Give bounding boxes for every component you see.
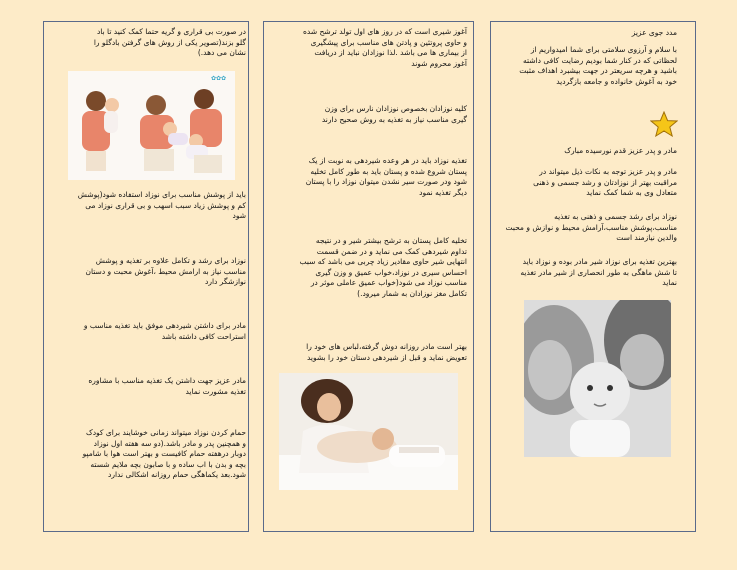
greeting-heading: مدد جوی عزیز [631,28,677,37]
bathing-text: حمام کردن نوزاد میتواند زمانی خوشایند برای کودک و همچنین پدر و مادر باشد.(دو سه هفته اول نوزاد دوبار درهفته حمام کافیست و بهتر است هوا با شامپو بچه و بدن با اب ساده و با صابون بچه ملایم شسته شود.بعد یکماهگی حمام روزانه اشکالی ندارد [82,428,246,479]
growth-needs-text: نوزاد برای رشد و تکامل علاوه بر تغذیه و پوشش مناسب نیاز به ارامش محیط ،آغوش محبت و دستان نوازشگر دارد [85,256,246,286]
burping-text: در صورت بی قراری و گریه حتما کمک کنید تا باد گلو بزند(تصویر یکی از روش های گرفتن بادگلو را نشان می دهد.) [93,27,246,57]
development-needs-text: نوزاد برای رشد جسمی و ذهنی به تغذیه مناسب،پوشش مناسب،آرامش محیط و نوازش و محبت والدین نیازمند است [505,212,677,242]
burping-illustration [68,71,235,180]
feeding-method-text: تغذیه نوزاد باید در هر وعده شیردهی به نوبت از یک پستان شروع شده و پستان باید به طور کامل تخلیه شود ودر صورت سیر نشدن میتوان نوزاد را با پستان دیگر تغذیه نمود [305,156,467,197]
welcome-text: با سلام و آرزوی سلامتی برای شما امیدواریم از لحظاتی که در کنار شما بودیم رضایت کافی داشته باشید و هرچه سریعتر در جهت بیشبرد اهداف مثبت خود به آغوش خانواده و جامعه بازگردید [519,45,677,86]
preterm-feeding-text: کلیه نوزادان بخصوص نوزادان نارس برای وزن گیری مناسب نیاز به تغذیه به روش صحیح دارند [321,104,467,124]
exclusive-breastfeeding-text: بهترین تغذیه برای نوزاد شیر مادر بوده و نوزاد باید تا شش ماهگی به طور انحصاری از شیر مادر تغذیه نماید [520,257,677,287]
hygiene-text: بهتر است مادر روزانه دوش گرفته،لباس های خود را تعویض نماید و قبل از شیردهی دستان خود را بشوید [306,342,467,362]
congrats-text: مادر و پدر عزیز قدم نورسیده مبارک [564,146,677,155]
advice-intro-text: مادر و پدر عزیز توجه به نکات ذیل میتواند در مراقبت بهتر از نوزادتان و رشد جسمی و ذهنی متعادل وی به شما کمک نماید [533,167,677,197]
star-icon [650,111,678,141]
breast-emptying-text: تخلیه کامل پستان به ترشح بیشتر شیر و در نتیجه تداوم شیردهی کمک می نماید و در ضمن قسمت انتهایی شیر حاوی مقادیر زیاد چربی می باشد که سبب احساس سیری در نوزاد،خواب عمیق و وزن گیری مناسب نوزاد می شود(خواب عمیق عاملی موثر در تکامل مغز نوزادان به شمار میرود.) [299,236,467,298]
breastfeeding-photo [279,373,458,490]
clothing-text: باید از پوشش مناسب برای نوزاد استفاده شود(پوشش کم و پوشش زیاد سبب اسهب و بی قراری نوزاد می شود [77,190,246,220]
nutrition-counsel-text: مادر عزیز جهت داشتن یک تغذیه مناسب با مشاوره تغذیه مشورت نماید [88,376,246,396]
family-photo [524,300,671,457]
mother-nutrition-text: مادر برای داشتن شیردهی موفق باید تغذیه مناسب و استراحت کافی داشته باشد [83,321,246,341]
colostrum-text: آغوز شیری است که در روز های اول تولد ترشح شده و حاوی پروتئین و پادتن های مناسب برای پیشگیری از بیماری ها می باشد .لذا نوزادان نباید از دریافت آغوز محروم شوند [302,27,467,68]
brand-mark: ✿✿✿ [211,75,227,82]
